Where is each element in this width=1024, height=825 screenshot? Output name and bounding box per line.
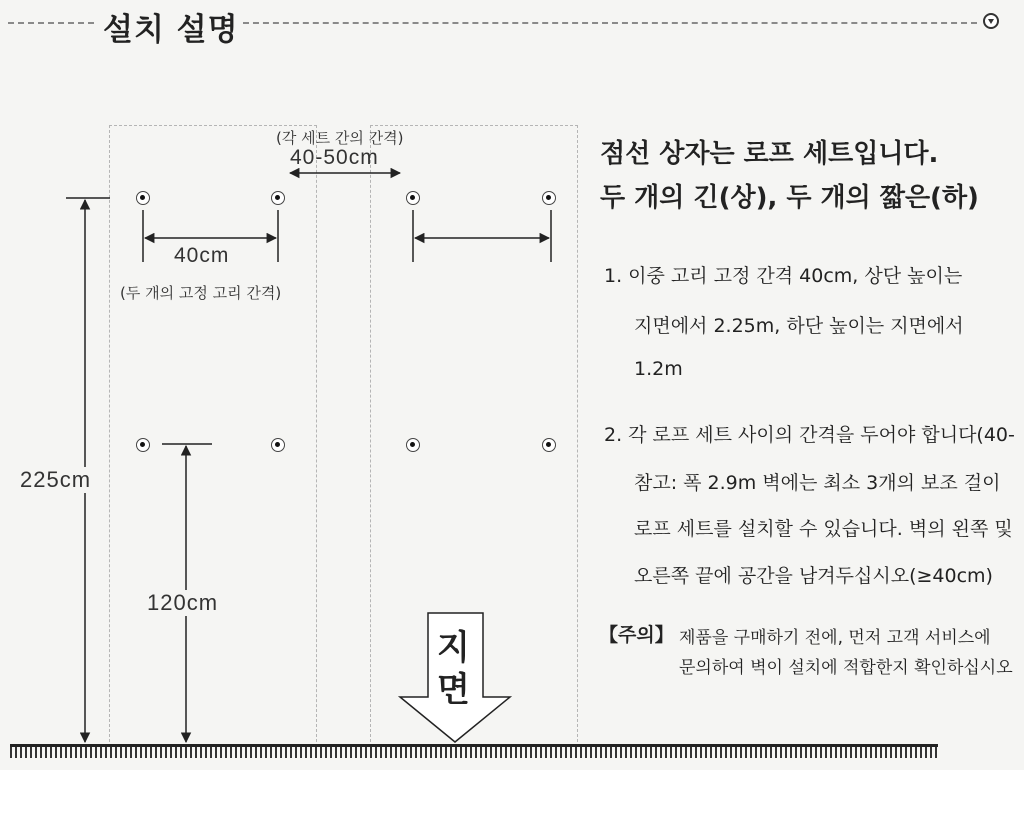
item1-line1: 1. 이중 고리 고정 간격 40cm, 상단 높이는	[604, 265, 963, 287]
set-gap-label: (각 세트 간의 간격)	[276, 129, 404, 147]
lower-height-label: 120cm	[147, 590, 219, 615]
hook-icon	[406, 191, 420, 205]
notes-heading: 점선 상자는 로프 세트입니다.	[600, 139, 939, 169]
item2-line4: 오른쪽 끝에 공간을 남겨두십시오(≥40cm)	[634, 565, 993, 587]
hook-icon	[406, 438, 420, 452]
hook-icon	[136, 191, 150, 205]
set-gap-value: 40-50cm	[290, 146, 379, 169]
notes-subheading: 두 개의 긴(상), 두 개의 짧은(하)	[600, 183, 979, 213]
hook-icon	[136, 438, 150, 452]
caution-tag: 【주의】	[599, 624, 674, 646]
caution-line2: 문의하여 벽이 설치에 적합한지 확인하십시오	[679, 658, 1013, 678]
caution-line1: 제품을 구매하기 전에, 먼저 고객 서비스에	[679, 628, 991, 648]
item2-line1: 2. 각 로프 세트 사이의 간격을 두어야 합니다(40-	[604, 424, 1015, 446]
hook-icon	[271, 438, 285, 452]
ground-label-1: 지	[437, 628, 470, 668]
item1-line2: 지면에서 2.25m, 하단 높이는 지면에서	[634, 315, 964, 337]
upper-height-label: 225cm	[20, 467, 92, 492]
item1-line3: 1.2m	[634, 358, 683, 380]
hook-gap-value: 40cm	[174, 244, 230, 267]
page-title: 설치 설명	[103, 12, 239, 48]
ground-label-2: 면	[437, 670, 470, 710]
hook-gap-label: (두 개의 고정 고리 간격)	[120, 284, 282, 302]
hook-icon	[271, 191, 285, 205]
hook-icon	[542, 438, 556, 452]
item2-line3: 로프 세트를 설치할 수 있습니다. 벽의 왼쪽 및	[634, 518, 1013, 540]
ground-hatch	[10, 744, 938, 758]
item2-line2: 참고: 폭 2.9m 벽에는 최소 3개의 보조 걸이	[634, 472, 1001, 494]
hook-icon	[542, 191, 556, 205]
